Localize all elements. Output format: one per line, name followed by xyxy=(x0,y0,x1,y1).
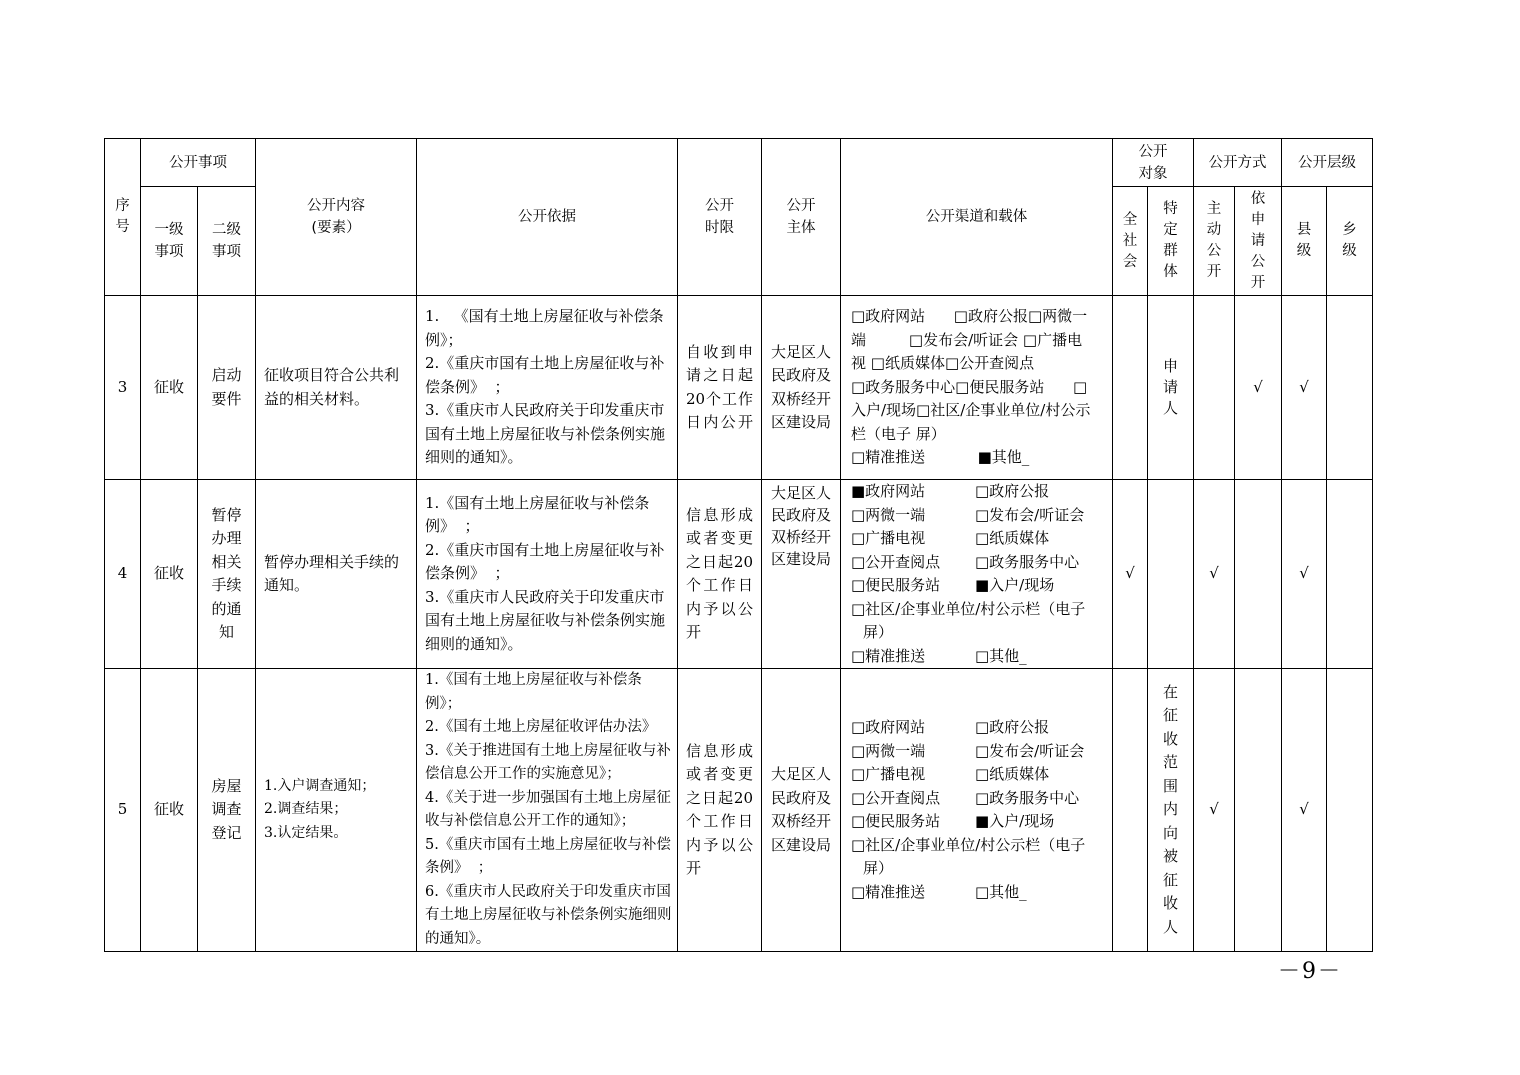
channel-option: □广播电视 xyxy=(851,765,926,783)
row-level-county: √ xyxy=(1282,480,1327,669)
row-subject xyxy=(762,480,841,669)
channel-grid xyxy=(851,881,1106,905)
header-method-request xyxy=(1235,187,1282,296)
disclosure-table xyxy=(104,138,1373,952)
header-method-active-label: 主动公开 xyxy=(1206,201,1222,280)
row-target-all xyxy=(1113,296,1148,480)
row-method-active: √ xyxy=(1194,669,1235,952)
header-content-line2: (要素） xyxy=(311,220,361,236)
header-content-line1: 公开内容 xyxy=(307,198,365,214)
row-time-limit: 信息形成或者变更之日起20个工作日内予以公开 xyxy=(678,480,762,669)
channel-option: □其他_ xyxy=(975,882,1027,901)
channel-line: □社区/企事业单位/村公示栏（电子 xyxy=(851,599,1086,618)
channel-option: ■政府网站 xyxy=(851,482,926,500)
row-subject xyxy=(762,669,841,952)
channel-option: □纸质媒体 xyxy=(975,765,1050,783)
channel-option: □政府公报 xyxy=(975,482,1050,500)
content-item: 2.调查结果； xyxy=(264,801,348,818)
basis-item: 1.《国有土地上房屋征收与补偿条例》； xyxy=(425,672,642,712)
channel-grid xyxy=(851,645,1106,669)
row-target-all: √ xyxy=(1113,480,1148,669)
row-basis xyxy=(417,296,678,480)
basis-item: 1. 《国有土地上房屋征收与补偿条例》； xyxy=(425,307,664,349)
channel-grid xyxy=(851,480,1106,598)
channel-option: □便民服务站 xyxy=(851,812,941,830)
header-level-town xyxy=(1327,187,1373,296)
channel-line: 屏） xyxy=(863,859,894,877)
row-seq: 5 xyxy=(105,669,141,952)
channel-line: □政府网站 □政府公报□两微一 xyxy=(851,307,1088,326)
header-subject-line2: 主体 xyxy=(786,220,816,236)
row-level2-text: 暂停办理相关手续的通知 xyxy=(211,505,242,641)
channel-line: □精准推送 ■其他_ xyxy=(851,448,1030,467)
row-channel xyxy=(841,669,1113,952)
row-content xyxy=(256,669,417,952)
basis-item: 2.《国有土地上房屋征收评估办法》 xyxy=(425,719,657,735)
basis-item: 5.《重庆市国有土地上房屋征收与补偿条例》 ； xyxy=(425,836,671,876)
row-basis xyxy=(417,480,678,669)
channel-option: □政府公报 xyxy=(975,718,1050,736)
header-method-active xyxy=(1194,187,1235,296)
header-level-county xyxy=(1282,187,1327,296)
header-basis: 公开依据 xyxy=(417,139,678,296)
row-method-request xyxy=(1235,480,1282,669)
header-target-specific xyxy=(1148,187,1194,296)
channel-option: □两微一端 xyxy=(851,741,926,760)
channel-option: □广播电视 xyxy=(851,529,926,547)
channel-option: □政府网站 xyxy=(851,718,926,736)
row-subject-text: 大足区人民政府及双桥经开区建设局 xyxy=(770,484,831,568)
channel-option: □两微一端 xyxy=(851,505,926,524)
header-time-limit-line1: 公开 xyxy=(705,198,734,214)
row-method-request xyxy=(1235,669,1282,952)
header-time-limit-line2: 时限 xyxy=(705,220,734,236)
row-level2 xyxy=(198,669,256,952)
channel-line: 屏） xyxy=(863,623,894,641)
channel-line: 入户/现场□社区/企事业单位/村公示 xyxy=(851,401,1091,420)
channel-option: □便民服务站 xyxy=(851,576,941,594)
row-level2 xyxy=(198,296,256,480)
header-level-group: 公开层级 xyxy=(1282,139,1373,187)
channel-line: 栏（电子 屏） xyxy=(851,424,946,443)
basis-item: 3.《重庆市人民政府关于印发重庆市国有土地上房屋征收与补偿条例实施细则的通知》。 xyxy=(425,401,666,467)
header-level2-label: 二级事项 xyxy=(212,222,241,260)
header-content xyxy=(256,139,417,296)
header-target-group xyxy=(1113,139,1194,187)
row-subject xyxy=(762,296,841,480)
header-time-limit xyxy=(678,139,762,296)
row-subject-text: 大足区人民政府及双桥经开区建设局 xyxy=(770,342,831,431)
row-method-active: √ xyxy=(1194,480,1235,669)
row-subject-text: 大足区人民政府及双桥经开区建设局 xyxy=(770,765,831,854)
header-target-all xyxy=(1113,187,1148,296)
row-level2 xyxy=(198,480,256,669)
row-target-specific xyxy=(1148,296,1194,480)
row-level1: 征收 xyxy=(141,669,198,952)
header-target-specific-label: 特定群体 xyxy=(1163,201,1178,280)
channel-option: □公开查阅点 xyxy=(851,788,941,807)
row-time-limit: 自收到申请之日起20个工作日内公开 xyxy=(678,296,762,480)
header-target-line2: 对象 xyxy=(1138,165,1168,182)
row-level2-text: 启动要件 xyxy=(211,366,242,408)
row-level-town xyxy=(1327,669,1373,952)
row-level-town xyxy=(1327,296,1373,480)
channel-option: □公开查阅点 xyxy=(851,552,941,571)
row-target-specific xyxy=(1148,480,1194,669)
header-seq xyxy=(105,139,141,296)
row-level-town xyxy=(1327,480,1373,669)
row-target-all xyxy=(1113,669,1148,952)
row-content: 征收项目符合公共利益的相关材料。 xyxy=(256,296,417,480)
header-subject-line1: 公开 xyxy=(786,198,816,214)
row-seq: 3 xyxy=(105,296,141,480)
basis-item: 6.《重庆市人民政府关于印发重庆市国有土地上房屋征收与补偿条例实施细则的通知》。 xyxy=(425,883,672,947)
channel-option: □政务服务中心 xyxy=(975,552,1080,571)
row-level2-text: 房屋调查登记 xyxy=(211,776,242,842)
basis-item: 3.《重庆市人民政府关于印发重庆市国有土地上房屋征收与补偿条例实施细则的通知》。 xyxy=(425,587,666,653)
channel-line: □政务服务中心□便民服务站 □ xyxy=(851,377,1088,396)
header-channel: 公开渠道和载体 xyxy=(841,139,1113,296)
table-row xyxy=(105,669,1373,952)
row-level-county: √ xyxy=(1282,296,1327,480)
row-target-specific-text: 申请人 xyxy=(1162,357,1178,417)
channel-option: □精准推送 xyxy=(851,882,926,901)
channel-line: 视 □纸质媒体□公开查阅点 xyxy=(851,354,1035,373)
header-method-request-label: 依申请公开 xyxy=(1250,190,1266,291)
row-time-limit: 信息形成或者变更之日起20个工作日内予以公开 xyxy=(678,669,762,952)
header-method-group: 公开方式 xyxy=(1194,139,1282,187)
channel-option: □精准推送 xyxy=(851,646,926,665)
basis-item: 2.《重庆市国有土地上房屋征收与补偿条例》 ； xyxy=(425,540,665,583)
basis-item: 3.《关于推进国有土地上房屋征收与补偿信息公开工作的实施意见》； xyxy=(425,742,671,782)
row-target-specific xyxy=(1148,669,1194,952)
header-item-group: 公开事项 xyxy=(141,139,256,187)
content-item: 3.认定结果。 xyxy=(264,824,348,841)
header-level-town-label: 乡级 xyxy=(1342,222,1357,259)
row-method-active xyxy=(1194,296,1235,480)
basis-item: 2.《重庆市国有土地上房屋征收与补偿条例》 ； xyxy=(425,354,665,396)
header-level1 xyxy=(141,187,198,296)
header-level1-label: 一级事项 xyxy=(154,222,184,260)
row-seq: 4 xyxy=(105,480,141,669)
table-row xyxy=(105,296,1373,480)
row-method-request: √ xyxy=(1235,296,1282,480)
row-content: 暂停办理相关手续的通知。 xyxy=(256,480,417,669)
header-target-line1: 公开 xyxy=(1138,143,1168,160)
channel-line: 端 □发布会/听证会 □广播电 xyxy=(851,330,1083,349)
content-item: 1.入户调查通知； xyxy=(264,777,376,794)
channel-option: ■入户/现场 xyxy=(975,576,1055,594)
channel-option: ■入户/现场 xyxy=(975,812,1055,830)
row-level-county: √ xyxy=(1282,669,1327,952)
channel-line: □社区/企事业单位/村公示栏（电子 xyxy=(851,835,1086,854)
header-seq-label: 序号 xyxy=(115,198,130,235)
channel-option: □发布会/听证会 xyxy=(975,505,1085,524)
channel-option: □其他_ xyxy=(975,646,1027,665)
basis-item: 4.《关于进一步加强国有土地上房屋征收与补偿信息公开工作的通知》； xyxy=(425,789,671,829)
basis-item: 1.《国有土地上房屋征收与补偿条例》 ； xyxy=(425,493,650,536)
row-basis xyxy=(417,669,678,952)
channel-grid xyxy=(851,716,1106,834)
row-channel xyxy=(841,296,1113,480)
row-channel xyxy=(841,480,1113,669)
row-level1: 征收 xyxy=(141,480,198,669)
page-number: －9－ xyxy=(1278,959,1342,984)
header-level-county-label: 县级 xyxy=(1296,222,1312,259)
row-target-specific-text: 在征收范围内向被征收人 xyxy=(1162,682,1178,936)
header-subject xyxy=(762,139,841,296)
header-level2 xyxy=(198,187,256,296)
row-level1: 征收 xyxy=(141,296,198,480)
table-row xyxy=(105,480,1373,669)
channel-option: □政务服务中心 xyxy=(975,788,1080,807)
header-target-all-label: 全社会 xyxy=(1122,211,1138,270)
channel-option: □纸质媒体 xyxy=(975,529,1050,547)
channel-option: □发布会/听证会 xyxy=(975,741,1085,760)
